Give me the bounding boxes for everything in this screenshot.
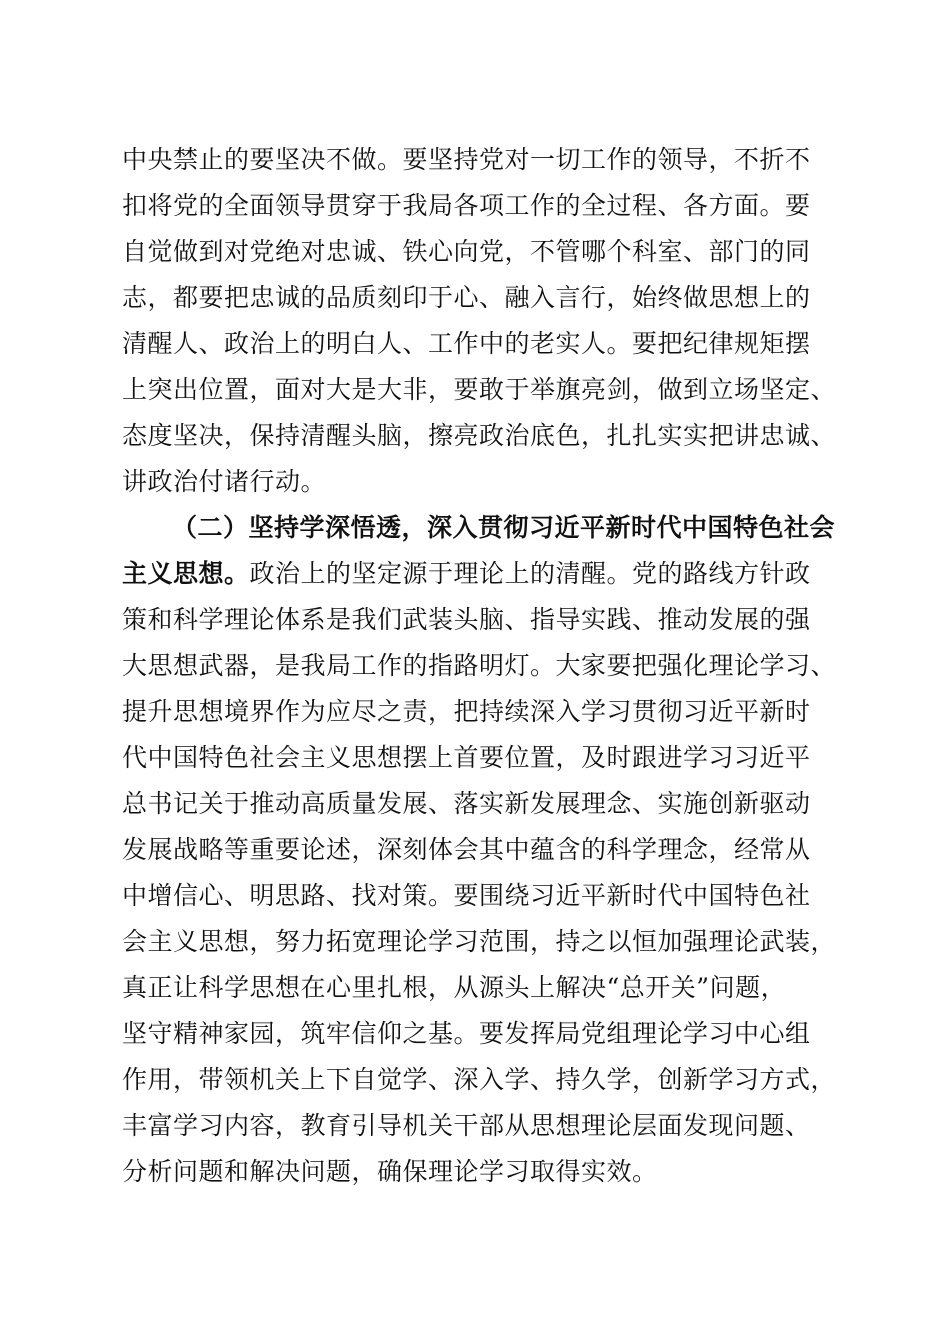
paragraph1-line-8: 讲政治付诸行动。 [122,467,327,496]
paragraph2-opening: 政治上的坚定源于理论上的清醒。党的路线方针政 [249,559,811,588]
paragraph1-line-2: 扣将党的全面领导贯穿于我局各项工作的全过程、各方面。要 [122,191,811,220]
paragraph1-line-6: 上突出位置，面对大是大非，要敢于举旗亮剑，做到立场坚定、 [122,375,837,404]
paragraph2-line-12: 丰富学习内容，教育引导机关干部从思想理论层面发现问题、 [122,1111,811,1140]
section2-heading: （二）坚持学深悟透，深入贯彻习近平新时代中国特色社会 [172,513,836,542]
paragraph2-line-4: 代中国特色社会主义思想摆上首要位置，及时跟进学习习近平 [122,743,811,772]
paragraph2-line-5: 总书记关于推动高质量发展、落实新发展理念、实施创新驱动 [122,789,811,818]
paragraph2-line-3: 提升思想境界作为应尽之责，把持续深入学习贯彻习近平新时 [122,697,811,726]
paragraph1-line-1: 中央禁止的要坚决不做。要坚持党对一切工作的领导，不折不 [122,145,811,174]
paragraph2-line-7: 中增信心、明思路、找对策。要围绕习近平新时代中国特色社 [122,881,811,910]
paragraph2-line-10: 坚守精神家园，筑牢信仰之基。要发挥局党组理论学习中心组 [122,1019,811,1048]
paragraph1-line-4: 志，都要把忠诚的品质刻印于心、融入言行，始终做思想上的 [122,283,811,312]
paragraph1-line-7: 态度坚决，保持清醒头脑，擦亮政治底色，扎扎实实把讲忠诚、 [122,421,837,450]
paragraph2-line-1: 策和科学理论体系是我们武装头脑、指导实践、推动发展的强 [122,605,811,634]
paragraph2-line-8: 会主义思想，努力拓宽理论学习范围，持之以恒加强理论武装， [122,927,837,956]
paragraph2-line-13: 分析问题和解决问题，确保理论学习取得实效。 [122,1157,658,1186]
section2-heading-end: 主义思想。 [122,559,250,588]
paragraph2-line-6: 发展战略等重要论述，深刻体会其中蕴含的科学理念，经常从 [122,835,811,864]
paragraph1-line-3: 自觉做到对党绝对忠诚、铁心向党，不管哪个科室、部门的同 [122,237,811,266]
paragraph2-line-9: 真正让科学思想在心里扎根，从源头上解决“总开关”问题， [122,973,787,1002]
section2-heading-continued [122,552,838,596]
paragraph2-line-2: 大思想武器，是我局工作的指路明灯。大家要把强化理论学习、 [122,651,837,680]
paragraph2-line-11: 作用，带领机关上下自觉学、深入学、持久学，创新学习方式， [122,1065,837,1094]
paragraph1-line-5: 清醒人、政治上的明白人、工作中的老实人。要把纪律规矩摆 [122,329,811,358]
